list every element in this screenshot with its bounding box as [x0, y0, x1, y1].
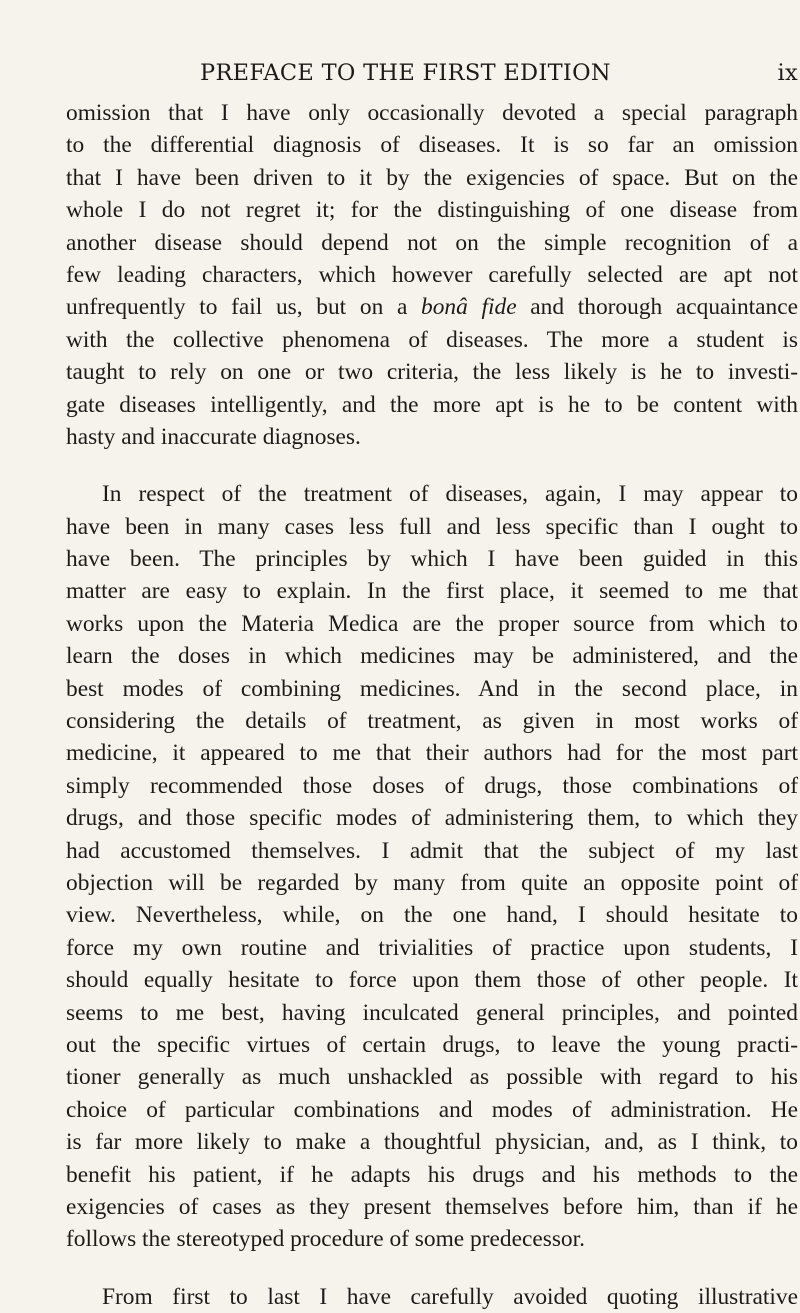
text-segment: and thorough acquaintance — [516, 294, 798, 321]
text-line: is far more likely to make a thoughtful physician, and, as I think, to — [66, 1129, 798, 1156]
text-line: have been in many cases less full and less specific than I ought to — [66, 513, 798, 540]
text-line: exigencies of cases as they present themselves before him, than if he — [66, 1193, 798, 1220]
text-line: to the differential diagnosis of diseases. It is so far an omission — [66, 132, 798, 159]
text-line: seems to me best, having inculcated general principles, and pointed — [66, 999, 798, 1026]
running-head — [66, 60, 798, 94]
text-line: gate diseases intelligently, and the more apt is he to be content with — [66, 391, 798, 418]
text-line — [66, 291, 798, 323]
running-title: PREFACE TO THE FIRST EDITION — [200, 60, 611, 86]
text-line: tioner generally as much unshackled as possible with regard to his — [66, 1064, 798, 1091]
italic-phrase: bonâ fide — [421, 294, 517, 321]
text-line: that I have been driven to it by the exigencies of space. But on the — [66, 164, 798, 191]
text-line: From first to last I have carefully avoided quoting illustrative — [102, 1283, 798, 1310]
text-line: medicine, it appeared to me that their authors had for the most part — [66, 740, 798, 767]
text-line: whole I do not regret it; for the distinguishing of one disease from — [66, 197, 798, 224]
text-line: hasty and inaccurate diagnoses. — [66, 423, 361, 450]
text-line: should equally hesitate to force upon them those of other people. It — [66, 967, 798, 994]
text-line: benefit his patient, if he adapts his drugs and his methods to the — [66, 1161, 798, 1188]
text-line: have been. The principles by which I have been guided in this — [66, 546, 798, 573]
text-line: with the collective phenomena of diseases. The more a student is — [66, 326, 798, 353]
text-line: simply recommended those doses of drugs, those combinations of — [66, 772, 798, 799]
body-text — [66, 97, 798, 1313]
text-line: view. Nevertheless, while, on the one hand, I should hesitate to — [66, 902, 798, 929]
text-line: omission that I have only occasionally devoted a special paragraph — [66, 100, 798, 126]
text-line: taught to rely on one or two criteria, the less likely is he to investi- — [66, 359, 798, 386]
text-line: choice of particular combinations and modes of administration. He — [66, 1096, 798, 1123]
text-line: few leading characters, which however carefully selected are apt not — [66, 261, 798, 288]
paragraph-2 — [66, 478, 798, 1255]
text-segment: unfrequently to fail us, but on a — [66, 294, 422, 321]
paragraph-3 — [66, 1281, 798, 1313]
text-line: considering the details of treatment, as given in most works of — [66, 708, 798, 735]
text-line: another disease should depend not on the simple recognition of a — [66, 229, 798, 256]
text-line: works upon the Materia Medica are the proper source from which to — [66, 610, 798, 637]
text-line: In respect of the treatment of diseases, again, I may appear to — [102, 481, 798, 508]
text-line: best modes of combining medicines. And in the second place, in — [66, 675, 798, 702]
text-line: out the specific virtues of certain drugs, to leave the young practi- — [66, 1031, 798, 1058]
text-line: learn the doses in which medicines may be administered, and the — [66, 643, 798, 670]
text-line: objection will be regarded by many from quite an opposite point of — [66, 869, 798, 896]
text-line: follows the stereotyped procedure of some predecessor. — [66, 1226, 585, 1253]
text-line: drugs, and those specific modes of administering them, to which they — [66, 805, 798, 832]
page-number: ix — [777, 60, 798, 86]
paragraph-gap — [66, 1256, 798, 1281]
paragraph-1 — [66, 97, 798, 453]
text-line: matter are easy to explain. In the first place, it seemed to me that — [66, 578, 798, 605]
paragraph-gap — [66, 453, 798, 478]
text-line: had accustomed themselves. I admit that the subject of my last — [66, 837, 798, 864]
text-line: force my own routine and trivialities of practice upon students, I — [66, 934, 798, 961]
